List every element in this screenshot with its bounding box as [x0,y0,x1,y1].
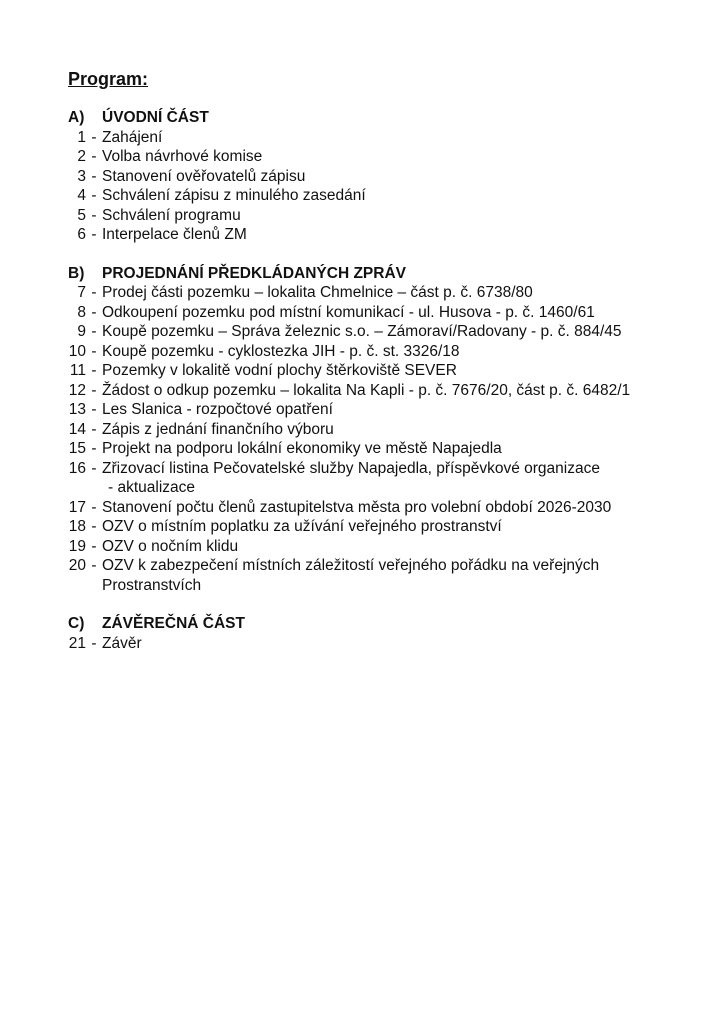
agenda-item-number: 6 [77,226,86,243]
agenda-list [68,634,708,654]
agenda-item [68,225,708,245]
section-title: PROJEDNÁNÍ PŘEDKLÁDANÝCH ZPRÁV [102,264,406,282]
agenda-item-text: Zahájení [102,128,163,146]
agenda-item-text: Stanovení ověřovatelů zápisu [102,167,306,185]
agenda-item-text: OZV o nočním klidu [102,537,239,555]
agenda-list [68,128,708,245]
agenda-item [68,128,708,148]
agenda-item-separator: - [91,362,97,379]
agenda-item-separator: - [91,440,97,457]
agenda-item-number: 21 [68,634,86,652]
agenda-item [68,147,708,167]
section-title: ÚVODNÍ ČÁST [102,109,209,126]
agenda-item-number: 14 [68,420,86,438]
agenda-item [68,361,708,381]
agenda-item-number: 19 [68,537,86,555]
agenda-item-text: Žádost o odkup pozemku – lokalita Na Kapli - p. č. 7676/20, část p. č. 6482/1 [102,381,631,399]
agenda-list [68,283,708,595]
agenda-item-separator: - [91,226,97,243]
agenda-item [68,439,708,459]
agenda-item-separator: - [91,518,97,535]
section-letter: C) [68,615,85,632]
agenda-item-text: OZV o místním poplatku za užívání veřejného prostranství [102,518,502,535]
agenda-item-separator: - [91,167,97,185]
agenda-item-number: 18 [68,518,86,535]
agenda-item-number: 13 [68,401,86,418]
agenda-item [68,400,708,420]
section-letter: B) [68,264,85,282]
agenda-item [68,283,708,303]
agenda-item-separator: - [91,128,97,146]
agenda-item [68,303,708,323]
agenda-item-separator: - [91,557,97,574]
agenda-item-number: 10 [68,342,86,360]
document-page [68,68,708,672]
section-heading [68,264,708,284]
agenda-item [68,498,708,518]
agenda-item-text: Závěr [102,634,142,652]
agenda-item-separator: - [91,459,97,477]
agenda-item-text: Les Slanica - rozpočtové opatření [102,401,333,418]
agenda-item-number: 9 [77,323,86,340]
agenda-item [68,342,708,362]
agenda-item [68,556,708,576]
agenda-item-text: Odkoupení pozemku pod místní komunikací - ul. Husova - p. č. 1460/61 [102,303,595,321]
agenda-item-number: 17 [68,498,86,516]
section-title: ZÁVĚREČNÁ ČÁST [102,615,245,632]
agenda-item-text: Koupě pozemku - cyklostezka JIH - p. č. st. 3326/18 [102,342,460,360]
agenda-item-number: 16 [68,459,86,477]
agenda-item-separator: - [91,148,97,165]
agenda-item-separator: - [91,401,97,418]
agenda-item-separator: - [91,381,97,399]
agenda-item-number: 2 [77,148,86,165]
agenda-item [68,167,708,187]
program-sections [68,108,708,653]
agenda-item [68,420,708,440]
section-heading [68,614,708,634]
agenda-item-number: 1 [77,128,86,146]
agenda-item-text: Stanovení počtu členů zastupitelstva města pro volební období 2026-2030 [102,498,612,516]
agenda-item-separator: - [91,420,97,438]
agenda-item [68,206,708,226]
agenda-item-text: Zápis z jednání finančního výboru [102,420,334,438]
agenda-item-text: Schválení zápisu z minulého zasedání [102,187,366,204]
agenda-item-number: 12 [68,381,86,399]
agenda-item-separator: - [91,284,97,301]
agenda-item-separator: - [91,323,97,340]
agenda-item-separator: - [91,303,97,321]
agenda-item-number: 5 [77,206,86,224]
section-heading [68,108,708,128]
agenda-item-separator: - [91,537,97,555]
agenda-item-text: Interpelace členů ZM [102,226,247,243]
agenda-item-separator: - [91,206,97,224]
agenda-item-text: OZV k zabezpečení místních záležitostí veřejného pořádku na veřejných [102,557,600,574]
section-letter: A) [68,109,85,126]
agenda-item [68,322,708,342]
agenda-item [68,537,708,557]
agenda-item-text: Projekt na podporu lokální ekonomiky ve městě Napajedla [102,440,502,457]
agenda-item-number: 4 [77,187,86,204]
agenda-item-separator: - [91,187,97,204]
agenda-item [68,634,708,654]
agenda-item-number: 8 [77,303,86,321]
agenda-item [68,381,708,401]
agenda-item [68,517,708,537]
agenda-item-text: Koupě pozemku – Správa železnic s.o. – Zámoraví/Radovany - p. č. 884/45 [102,323,622,340]
agenda-item-separator: - [91,498,97,516]
agenda-item [68,459,708,479]
agenda-item-text: Zřizovací listina Pečovatelské služby Napajedla, příspěvkové organizace [102,459,600,477]
agenda-item-continuation: - aktualizace [108,479,196,496]
agenda-item-number: 11 [69,362,86,379]
agenda-item-separator: - [91,634,97,652]
agenda-item-text: Prodej části pozemku – lokalita Chmelnice – část p. č. 6738/80 [102,284,533,301]
agenda-item-text: Pozemky v lokalitě vodní plochy štěrkoviště SEVER [102,362,457,379]
agenda-item-number: 20 [68,557,86,574]
agenda-item-text: Volba návrhové komise [102,148,263,165]
agenda-item-number: 7 [77,284,86,301]
agenda-item-separator: - [91,342,97,360]
agenda-item-number: 15 [68,440,86,457]
agenda-item-text: Schválení programu [102,206,241,224]
page-title: Program: [68,69,149,89]
agenda-item-number: 3 [77,167,86,185]
agenda-item-continuation: Prostranstvích [102,576,202,594]
agenda-item [68,186,708,206]
